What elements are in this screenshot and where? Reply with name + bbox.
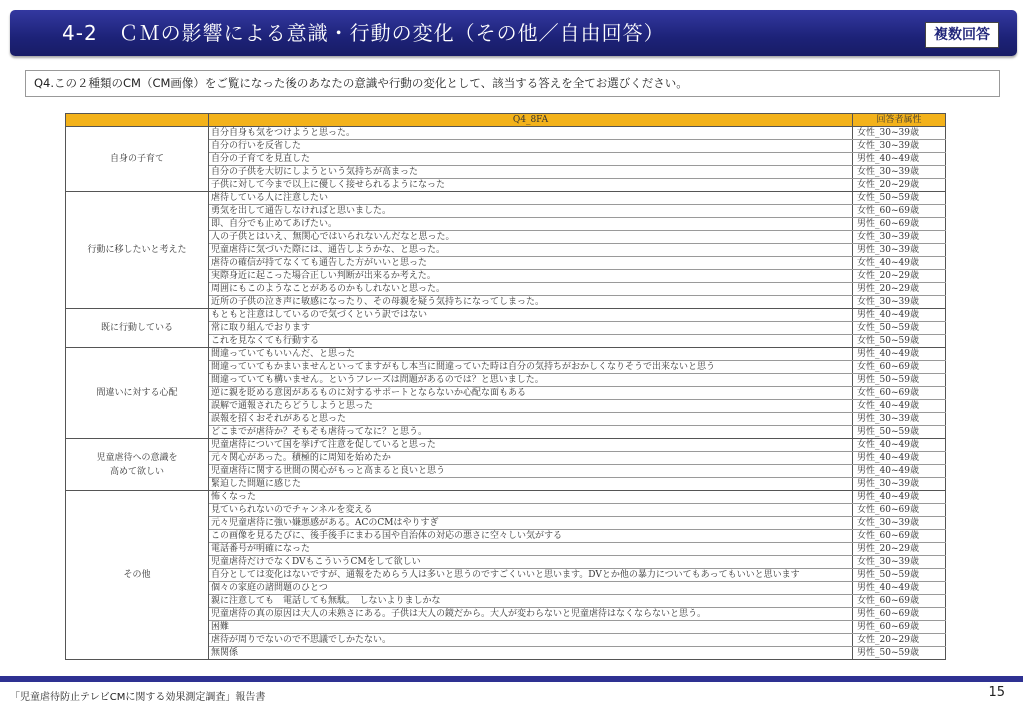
respondent-attribute-cell: 女性_40~49歳 [853,439,946,452]
respondent-attribute-cell: 男性_50~59歳 [853,426,946,439]
respondent-attribute-cell: 女性_60~69歳 [853,530,946,543]
group-label-cell: その他 [66,491,209,660]
table-row [66,127,946,140]
answer-cell: 児童虐待について国を挙げて注意を促していると思った [209,439,853,452]
group-label-cell: 既に行動している [66,309,209,348]
respondent-attribute-cell: 男性_50~59歳 [853,374,946,387]
answer-cell: 人の子供とはいえ、無関心ではいられないんだなと思った。 [209,231,853,244]
answer-cell: 児童虐待に関する世間の関心がもっと高まると良いと思う [209,465,853,478]
answer-cell: 児童虐待の真の原因は大人の未熟さにある。子供は大人の鏡だから。大人が変わらないと児童虐待はなくならないと思う。 [209,608,853,621]
respondent-attribute-cell: 男性_40~49歳 [853,153,946,166]
answer-cell: 自分の子育てを見直した [209,153,853,166]
answer-cell: 困難 [209,621,853,634]
multiple-answer-badge: 複数回答 [925,22,999,48]
respondent-attribute-cell: 女性_30~39歳 [853,231,946,244]
answer-cell: 元々関心があった。積極的に周知を始めたか [209,452,853,465]
header-category-cell [66,114,209,127]
footer-report-title: 「児童虐待防止テレビCMに関する効果測定調査」報告書 [10,692,266,703]
respondent-attribute-cell: 男性_60~69歳 [853,621,946,634]
group-label-cell: 間違いに対する心配 [66,348,209,439]
answer-cell: 子供に対して今まで以上に優しく接せられるようになった [209,179,853,192]
answer-cell: 間違っていてもいいんだ、と思った [209,348,853,361]
respondent-attribute-cell: 男性_20~29歳 [853,543,946,556]
answer-cell: 間違っていても構いません。というフレーズは問題があるのでは？と思いました。 [209,374,853,387]
answer-cell: これを見なくても行動する [209,335,853,348]
header-attribute-cell: 回答者属性 [853,114,946,127]
answer-cell: 自分としては変化はないですが、通報をためらう人は多いと思うのですごくいいと思います。DVとか他の暴力についてもあってもいいと思います [209,569,853,582]
header-answer-cell: Q4_8FA [209,114,853,127]
answer-cell: 間違っていてもかまいませんといってますがもし本当に間違っていた時は自分の気持ちがおかしくなりそうで出来ないと思う [209,361,853,374]
respondent-attribute-cell: 女性_30~39歳 [853,166,946,179]
respondent-attribute-cell: 女性_30~39歳 [853,296,946,309]
respondent-attribute-cell: 男性_50~59歳 [853,647,946,660]
answer-cell: 即、自分でも止めてあげたい。 [209,218,853,231]
respondent-attribute-cell: 女性_60~69歳 [853,387,946,400]
table-row [66,348,946,361]
answer-cell: 勇気を出して通告しなければと思いました。 [209,205,853,218]
answer-cell: 虐待が周りでないので不思議でしかたない。 [209,634,853,647]
respondent-attribute-cell: 女性_60~69歳 [853,504,946,517]
footer-band [0,676,1023,682]
respondent-attribute-cell: 男性_50~59歳 [853,569,946,582]
table-row [66,192,946,205]
table-row [66,439,946,452]
answer-cell: 近所の子供の泣き声に敏感になったり、その母親を疑う気持ちになってしまった。 [209,296,853,309]
answer-cell: 虐待の確信が持てなくても通告した方がいいと思った [209,257,853,270]
group-label-cell: 児童虐待への意識を 高めて欲しい [66,439,209,491]
answer-cell: 元々児童虐待に強い嫌悪感がある。ACのCMはやりすぎ [209,517,853,530]
answer-cell: 自分の行いを反省した [209,140,853,153]
page-number: 15 [988,685,1005,700]
respondent-attribute-cell: 男性_60~69歳 [853,218,946,231]
title-bar [10,10,1017,56]
respondent-attribute-cell: 女性_40~49歳 [853,400,946,413]
answer-cell: 個々の家庭の諸問題のひとつ [209,582,853,595]
answer-cell: 自分の子供を大切にしようという気持ちが高まった [209,166,853,179]
answer-cell: 誤解で通報されたらどうしようと思った [209,400,853,413]
respondent-attribute-cell: 男性_40~49歳 [853,582,946,595]
group-label-cell: 自身の子育て [66,127,209,192]
question-box: Q4.この２種類のCM（CM画像）をご覧になった後のあなたの意識や行動の変化として、該当する答えを全てお選びください。 [25,70,1000,97]
respondent-attribute-cell: 女性_50~59歳 [853,192,946,205]
respondent-attribute-cell: 男性_40~49歳 [853,309,946,322]
answer-cell: もともと注意はしているので気づくという訳ではない [209,309,853,322]
answer-cell: 虐待している人に注意したい [209,192,853,205]
respondent-attribute-cell: 女性_20~29歳 [853,270,946,283]
table-row [66,309,946,322]
answer-cell: 周囲にもこのようなことがあるのかもしれないと思った。 [209,283,853,296]
answer-cell: 怖くなった [209,491,853,504]
answer-cell: 逆に親を貶める意図があるものに対するサポートとならないか心配な面もある [209,387,853,400]
table-header-row [66,114,946,127]
answer-cell: 電話番号が明確になった [209,543,853,556]
respondent-attribute-cell: 女性_60~69歳 [853,361,946,374]
free-answer-table-container [65,113,945,660]
respondent-attribute-cell: 女性_20~29歳 [853,179,946,192]
respondent-attribute-cell: 女性_30~39歳 [853,517,946,530]
page-title: 4-2 ＣＭの影響による意識・行動の変化（その他／自由回答） [62,21,665,45]
respondent-attribute-cell: 男性_40~49歳 [853,491,946,504]
respondent-attribute-cell: 女性_20~29歳 [853,634,946,647]
answer-cell: 自分自身も気をつけようと思った。 [209,127,853,140]
answer-cell: 誤報を招くおそれがあると思った [209,413,853,426]
answer-cell: 実際身近に起こった場合正しい判断が出来るか考えた。 [209,270,853,283]
answer-cell: 親に注意しても 電話しても無駄。 しないよりましかな [209,595,853,608]
answer-cell: どこまでが虐待か？そもそも虐待ってなに？と思う。 [209,426,853,439]
answer-cell: 常に取り組んでおります [209,322,853,335]
respondent-attribute-cell: 女性_30~39歳 [853,140,946,153]
respondent-attribute-cell: 男性_30~39歳 [853,478,946,491]
respondent-attribute-cell: 男性_40~49歳 [853,465,946,478]
respondent-attribute-cell: 女性_60~69歳 [853,595,946,608]
group-label-cell: 行動に移したいと考えた [66,192,209,309]
respondent-attribute-cell: 女性_50~59歳 [853,335,946,348]
answer-cell: 児童虐待だけでなくDVもこういうCMをして欲しい [209,556,853,569]
respondent-attribute-cell: 男性_40~49歳 [853,452,946,465]
respondent-attribute-cell: 女性_50~59歳 [853,322,946,335]
respondent-attribute-cell: 女性_60~69歳 [853,205,946,218]
respondent-attribute-cell: 女性_30~39歳 [853,127,946,140]
respondent-attribute-cell: 女性_40~49歳 [853,257,946,270]
respondent-attribute-cell: 男性_20~29歳 [853,283,946,296]
respondent-attribute-cell: 男性_30~39歳 [853,244,946,257]
answer-cell: 無関係 [209,647,853,660]
respondent-attribute-cell: 男性_40~49歳 [853,348,946,361]
answer-cell: 見ていられないのでチャンネルを変える [209,504,853,517]
respondent-attribute-cell: 女性_30~39歳 [853,556,946,569]
respondent-attribute-cell: 男性_60~69歳 [853,608,946,621]
free-answer-table [65,113,946,660]
answer-cell: 児童虐待に気づいた際には、通告しようかな、と思った。 [209,244,853,257]
table-row [66,491,946,504]
answer-cell: この画像を見るたびに、後手後手にまわる国や自治体の対応の悪さに空々しい気がする [209,530,853,543]
answer-cell: 緊迫した問題に感じた [209,478,853,491]
respondent-attribute-cell: 男性_30~39歳 [853,413,946,426]
